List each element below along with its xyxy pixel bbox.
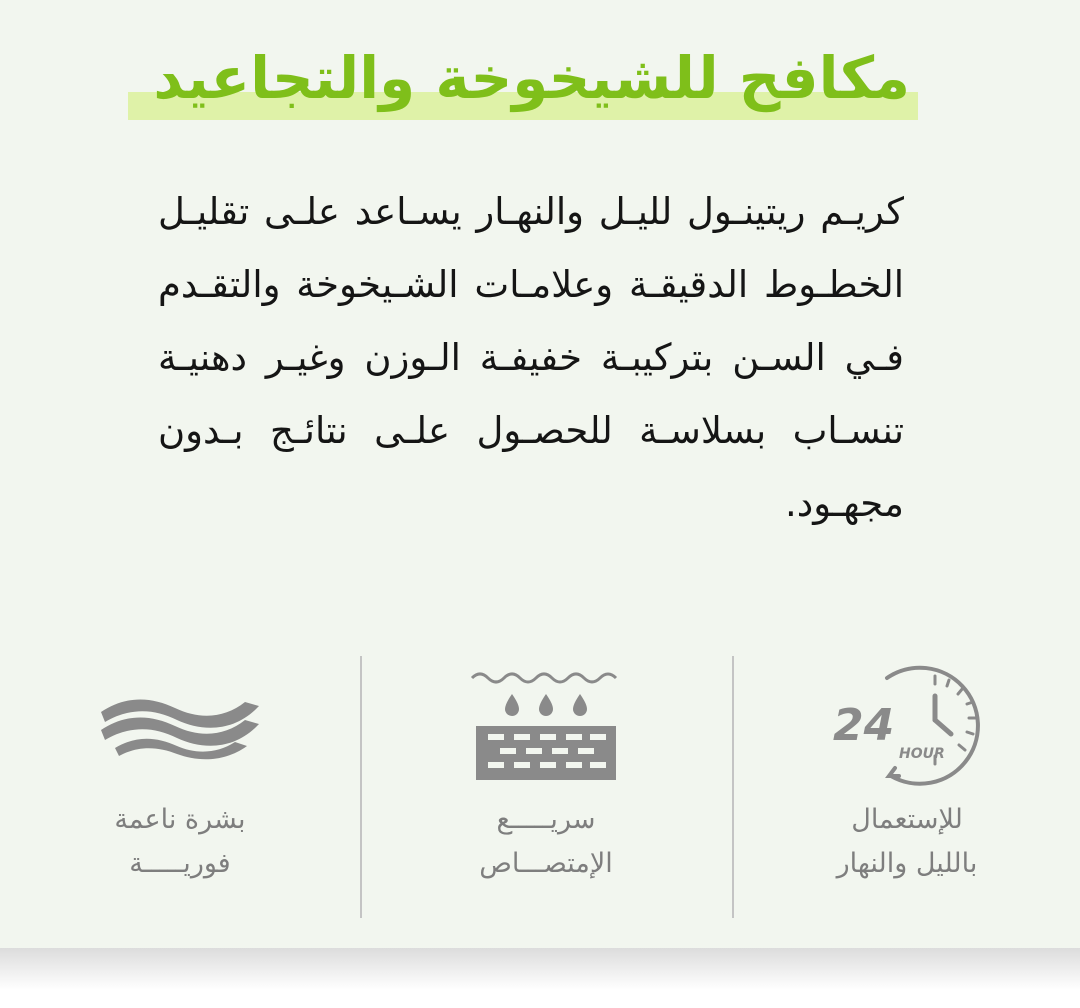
page-title: مكافح للشيخوخة والتجاعيد xyxy=(153,44,910,112)
feature-label xyxy=(406,798,686,886)
feature-label-line1: للإستعمال xyxy=(851,804,963,835)
feature-divider xyxy=(732,656,734,918)
clock-unit: HOUR xyxy=(899,746,945,762)
feature-label-line1: سريـــــع xyxy=(496,804,596,835)
feature-label-line2: الإمتصـــاص xyxy=(479,848,613,879)
smooth-waves-icon xyxy=(95,692,265,762)
feature-label-line2: بالليل والنهار xyxy=(836,848,978,879)
features-row xyxy=(0,650,1080,920)
feature-label-line1: بشرة ناعمة xyxy=(114,804,246,835)
feature-day-night xyxy=(767,650,1047,920)
clock-number: 24 xyxy=(833,700,895,751)
feature-divider xyxy=(360,656,362,918)
feature-label xyxy=(767,798,1047,886)
card-shadow xyxy=(0,948,1080,1008)
feature-label-line2: فوريـــــة xyxy=(129,848,231,879)
feature-smooth-skin xyxy=(40,650,320,920)
feature-label xyxy=(40,798,320,886)
product-description: كريـم ريتينـول لليـل والنهـار يسـاعد علـى تقليـل الخطـوط الدقيقـة وعلامـات الشـيخوخة والتقـدم فـي السـن بتركيبـة خفيفـة الـوزن وغيـر دهنيـة تنسـاب بسلاسـة للحصـول علـى نتائـج بـدون مجهـود. xyxy=(158,190,904,525)
clock-24-hour-icon xyxy=(827,658,987,788)
absorption-icon xyxy=(466,668,626,783)
feature-fast-absorption xyxy=(406,650,686,920)
